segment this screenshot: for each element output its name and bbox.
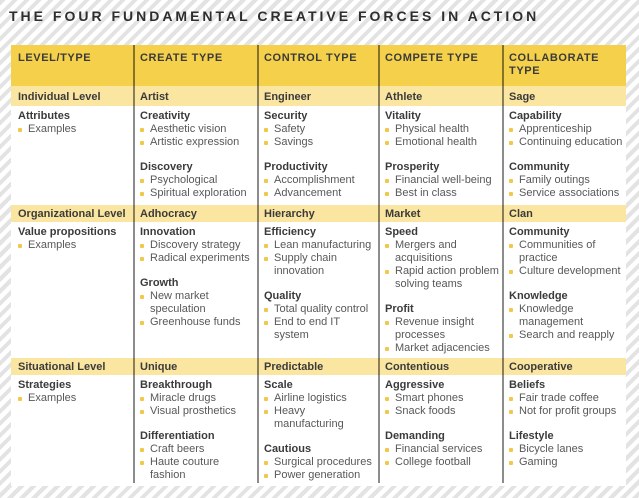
bullet-item-label: Haute couture fashion [150, 456, 220, 481]
bullet-item [264, 136, 376, 149]
table-cell [257, 222, 378, 358]
cell-group [18, 226, 131, 252]
cell-group [18, 379, 131, 405]
row-header: Engineer [264, 91, 312, 103]
row-header: Adhocracy [140, 208, 197, 220]
table-cell [11, 375, 133, 486]
column-divider [378, 45, 380, 483]
row-header: Artist [140, 91, 169, 103]
bullet-item-label: College football [395, 456, 471, 468]
table-header-row [11, 45, 626, 86]
bullet-item [264, 405, 376, 431]
cell-group [140, 430, 255, 482]
bullet-item [264, 456, 376, 469]
cell-group [509, 379, 624, 418]
group-heading: Cautious [264, 443, 312, 455]
square-bullet-icon [509, 397, 513, 401]
cell-group [385, 303, 500, 355]
bullet-item-label: Accomplishment [274, 174, 355, 186]
bullet-item-label: Search and reapply [519, 329, 615, 341]
table-cell [257, 106, 378, 205]
cell-group [264, 110, 376, 149]
bullet-item-label: Advancement [274, 187, 342, 199]
bullet-item [140, 239, 255, 252]
group-heading: Creativity [140, 110, 191, 122]
bullet-item [509, 456, 624, 469]
bullet-item-label: Communities of practice [519, 239, 596, 264]
square-bullet-icon [385, 461, 389, 465]
bullet-item-label: Airline logistics [274, 392, 347, 404]
row-header: Sage [509, 91, 536, 103]
bullet-item-label: Service associations [519, 187, 620, 199]
square-bullet-icon [385, 128, 389, 132]
table-cell [257, 375, 378, 486]
square-bullet-icon [509, 461, 513, 465]
cell-group [385, 110, 500, 149]
bullet-item-label: Gaming [519, 456, 558, 468]
table-cell [133, 222, 257, 358]
square-bullet-icon [385, 410, 389, 414]
square-bullet-icon [509, 128, 513, 132]
bullet-item [509, 265, 624, 278]
bullet-item [385, 136, 500, 149]
bullet-item [18, 239, 131, 252]
table-cell [133, 106, 257, 205]
column-divider [133, 45, 135, 483]
page-title: THE FOUR FUNDAMENTAL CREATIVE FORCES IN ACTION [9, 8, 540, 24]
row-header: Situational Level [18, 361, 106, 373]
bullet-item-label: Examples [28, 123, 77, 135]
group-heading: Community [509, 161, 570, 173]
square-bullet-icon [140, 128, 144, 132]
cell-group [385, 226, 500, 291]
column-header-collaborate-type: COLLABORATE TYPE [509, 52, 600, 77]
square-bullet-icon [509, 308, 513, 312]
square-bullet-icon [264, 141, 268, 145]
column-header-create-type: CREATE TYPE [140, 52, 223, 64]
square-bullet-icon [140, 410, 144, 414]
cell-group [140, 161, 255, 200]
square-bullet-icon [18, 128, 22, 132]
table-cell [378, 222, 502, 358]
square-bullet-icon [140, 295, 144, 299]
bullet-item [140, 174, 255, 187]
bullet-item-label: Rapid action problem solving teams [395, 265, 499, 290]
bullet-item-label: Not for profit groups [519, 405, 617, 417]
group-heading: Attributes [18, 110, 70, 122]
creative-forces-table [11, 45, 626, 486]
square-bullet-icon [264, 192, 268, 196]
cell-group [140, 277, 255, 329]
bullet-item [18, 123, 131, 136]
group-heading: Scale [264, 379, 293, 391]
column-header-control-type: CONTROL TYPE [264, 52, 358, 64]
row-header: Market [385, 208, 421, 220]
bullet-item-label: Psychological [150, 174, 218, 186]
bullet-item-label: Artistic expression [150, 136, 240, 148]
square-bullet-icon [140, 448, 144, 452]
group-heading: Capability [509, 110, 562, 122]
square-bullet-icon [140, 141, 144, 145]
bullet-item-label: Miracle drugs [150, 392, 217, 404]
cell-group [264, 161, 376, 200]
square-bullet-icon [140, 192, 144, 196]
bullet-item [140, 136, 255, 149]
group-heading: Aggressive [385, 379, 445, 391]
bullet-item [385, 405, 500, 418]
bullet-item-label: Family outings [519, 174, 590, 186]
bullet-item-label: Financial services [395, 443, 483, 455]
table-cell [502, 222, 626, 358]
table-cell [11, 106, 133, 205]
bullet-item [509, 443, 624, 456]
bullet-item [140, 187, 255, 200]
bullet-item [509, 303, 624, 329]
group-heading: Efficiency [264, 226, 316, 238]
bullet-item [385, 316, 500, 342]
column-header-level-type: LEVEL/TYPE [18, 52, 92, 64]
section-body-row [11, 375, 626, 486]
cell-group [18, 110, 131, 136]
bullet-item [140, 252, 255, 265]
square-bullet-icon [264, 179, 268, 183]
bullet-item-label: Bicycle lanes [519, 443, 584, 455]
cell-group [385, 161, 500, 200]
square-bullet-icon [140, 244, 144, 248]
bullet-item-label: Best in class [395, 187, 457, 199]
table-cell [502, 106, 626, 205]
square-bullet-icon [385, 244, 389, 248]
bullet-item-label: Fair trade coffee [519, 392, 599, 404]
bullet-item [509, 174, 624, 187]
bullet-item-label: Total quality control [274, 303, 369, 315]
group-heading: Speed [385, 226, 419, 238]
cell-group [140, 226, 255, 265]
row-header: Hierarchy [264, 208, 315, 220]
cell-group [264, 226, 376, 278]
bullet-item [385, 392, 500, 405]
group-heading: Strategies [18, 379, 72, 391]
square-bullet-icon [509, 270, 513, 274]
table-cell [378, 106, 502, 205]
bullet-item [264, 123, 376, 136]
row-header: Contentious [385, 361, 450, 373]
square-bullet-icon [385, 321, 389, 325]
square-bullet-icon [385, 347, 389, 351]
cell-group [509, 430, 624, 469]
bullet-item [509, 187, 624, 200]
group-heading: Productivity [264, 161, 328, 173]
square-bullet-icon [509, 448, 513, 452]
square-bullet-icon [385, 270, 389, 274]
bullet-item [264, 174, 376, 187]
group-heading: Beliefs [509, 379, 546, 391]
column-divider [502, 45, 504, 483]
bullet-item [140, 316, 255, 329]
cell-group [509, 161, 624, 200]
cell-group [264, 379, 376, 431]
bullet-item-label: Culture development [519, 265, 621, 277]
bullet-item [140, 392, 255, 405]
cell-group [385, 379, 500, 418]
section-body-row [11, 222, 626, 358]
bullet-item-label: Market adjacencies [395, 342, 490, 354]
bullet-item-label: Examples [28, 239, 77, 251]
bullet-item [140, 443, 255, 456]
table-cell [133, 375, 257, 486]
bullet-item [385, 456, 500, 469]
square-bullet-icon [509, 244, 513, 248]
square-bullet-icon [264, 257, 268, 261]
bullet-item [264, 303, 376, 316]
bullet-item-label: Examples [28, 392, 77, 404]
bullet-item [509, 329, 624, 342]
bullet-item-label: Lean manufacturing [274, 239, 372, 251]
bullet-item [18, 392, 131, 405]
row-header: Cooperative [509, 361, 573, 373]
row-header: Organizational Level [18, 208, 126, 220]
section-header-row [11, 205, 626, 222]
section-header-row [11, 358, 626, 375]
bullet-item-label: Revenue insight processes [395, 316, 474, 341]
group-heading: Differentiation [140, 430, 215, 442]
section-body-row [11, 106, 626, 205]
row-header: Clan [509, 208, 533, 220]
square-bullet-icon [18, 244, 22, 248]
square-bullet-icon [264, 410, 268, 414]
bullet-item-label: Knowledge management [519, 303, 584, 328]
square-bullet-icon [509, 141, 513, 145]
row-header: Unique [140, 361, 178, 373]
bullet-item-label: Visual prosthetics [150, 405, 237, 417]
bullet-item [385, 187, 500, 200]
group-heading: Quality [264, 290, 302, 302]
group-heading: Value propositions [18, 226, 117, 238]
bullet-item-label: Greenhouse funds [150, 316, 241, 328]
square-bullet-icon [385, 192, 389, 196]
row-header: Athlete [385, 91, 423, 103]
bullet-item [140, 456, 255, 482]
square-bullet-icon [509, 410, 513, 414]
bullet-item-label: Supply chain innovation [274, 252, 337, 277]
square-bullet-icon [140, 257, 144, 261]
bullet-item-label: Power generation [274, 469, 361, 481]
bullet-item-label: Safety [274, 123, 306, 135]
bullet-item [509, 405, 624, 418]
group-heading: Breakthrough [140, 379, 213, 391]
square-bullet-icon [264, 461, 268, 465]
bullet-item [509, 123, 624, 136]
bullet-item-label: Savings [274, 136, 314, 148]
square-bullet-icon [509, 192, 513, 196]
group-heading: Security [264, 110, 308, 122]
square-bullet-icon [264, 474, 268, 478]
cell-group [264, 290, 376, 342]
square-bullet-icon [509, 334, 513, 338]
group-heading: Growth [140, 277, 179, 289]
group-heading: Prosperity [385, 161, 440, 173]
bullet-item [264, 469, 376, 482]
bullet-item-label: End to end IT system [274, 316, 340, 341]
column-divider [257, 45, 259, 483]
bullet-item [264, 187, 376, 200]
bullet-item [509, 392, 624, 405]
bullet-item [509, 136, 624, 149]
group-heading: Discovery [140, 161, 193, 173]
square-bullet-icon [385, 141, 389, 145]
row-header: Predictable [264, 361, 324, 373]
bullet-item [264, 392, 376, 405]
bullet-item [385, 443, 500, 456]
group-heading: Profit [385, 303, 414, 315]
cell-group [264, 443, 376, 482]
row-header: Individual Level [18, 91, 101, 103]
bullet-item-label: Physical health [395, 123, 469, 135]
bullet-item [385, 239, 500, 265]
bullet-item [385, 265, 500, 291]
bullet-item-label: Emotional health [395, 136, 477, 148]
bullet-item-label: Craft beers [150, 443, 205, 455]
bullet-item-label: Snack foods [395, 405, 456, 417]
bullet-item [140, 290, 255, 316]
square-bullet-icon [140, 397, 144, 401]
bullet-item [140, 123, 255, 136]
group-heading: Vitality [385, 110, 421, 122]
cell-group [140, 110, 255, 149]
table-cell [502, 375, 626, 486]
bullet-item [264, 239, 376, 252]
bullet-item [385, 123, 500, 136]
cell-group [140, 379, 255, 418]
bullet-item-label: Financial well-being [395, 174, 492, 186]
square-bullet-icon [140, 179, 144, 183]
group-heading: Knowledge [509, 290, 568, 302]
group-heading: Demanding [385, 430, 445, 442]
group-heading: Lifestyle [509, 430, 554, 442]
bullet-item-label: Apprenticeship [519, 123, 592, 135]
square-bullet-icon [264, 244, 268, 248]
bullet-item [264, 252, 376, 278]
table-cell [11, 222, 133, 358]
cell-group [509, 290, 624, 342]
bullet-item-label: Smart phones [395, 392, 464, 404]
bullet-item [385, 174, 500, 187]
bullet-item-label: Surgical procedures [274, 456, 372, 468]
square-bullet-icon [264, 308, 268, 312]
square-bullet-icon [264, 321, 268, 325]
square-bullet-icon [264, 128, 268, 132]
cell-group [385, 430, 500, 469]
bullet-item-label: Aesthetic vision [150, 123, 227, 135]
square-bullet-icon [264, 397, 268, 401]
bullet-item [509, 239, 624, 265]
group-heading: Community [509, 226, 570, 238]
bullet-item [140, 405, 255, 418]
cell-group [509, 110, 624, 149]
column-header-compete-type: COMPETE TYPE [385, 52, 479, 64]
square-bullet-icon [385, 179, 389, 183]
square-bullet-icon [509, 179, 513, 183]
square-bullet-icon [385, 448, 389, 452]
square-bullet-icon [385, 397, 389, 401]
bullet-item-label: Continuing education [519, 136, 623, 148]
square-bullet-icon [140, 321, 144, 325]
section-header-row [11, 86, 626, 106]
bullet-item-label: Radical experiments [150, 252, 250, 264]
bullet-item-label: Spiritual exploration [150, 187, 247, 199]
square-bullet-icon [140, 461, 144, 465]
bullet-item [264, 316, 376, 342]
bullet-item [385, 342, 500, 355]
bullet-item-label: Heavy manufacturing [274, 405, 344, 430]
table-body [11, 86, 626, 486]
cell-group [509, 226, 624, 278]
bullet-item-label: Mergers and acquisitions [395, 239, 457, 264]
table-cell [378, 375, 502, 486]
square-bullet-icon [18, 397, 22, 401]
bullet-item-label: New market speculation [150, 290, 209, 315]
group-heading: Innovation [140, 226, 196, 238]
bullet-item-label: Discovery strategy [150, 239, 241, 251]
